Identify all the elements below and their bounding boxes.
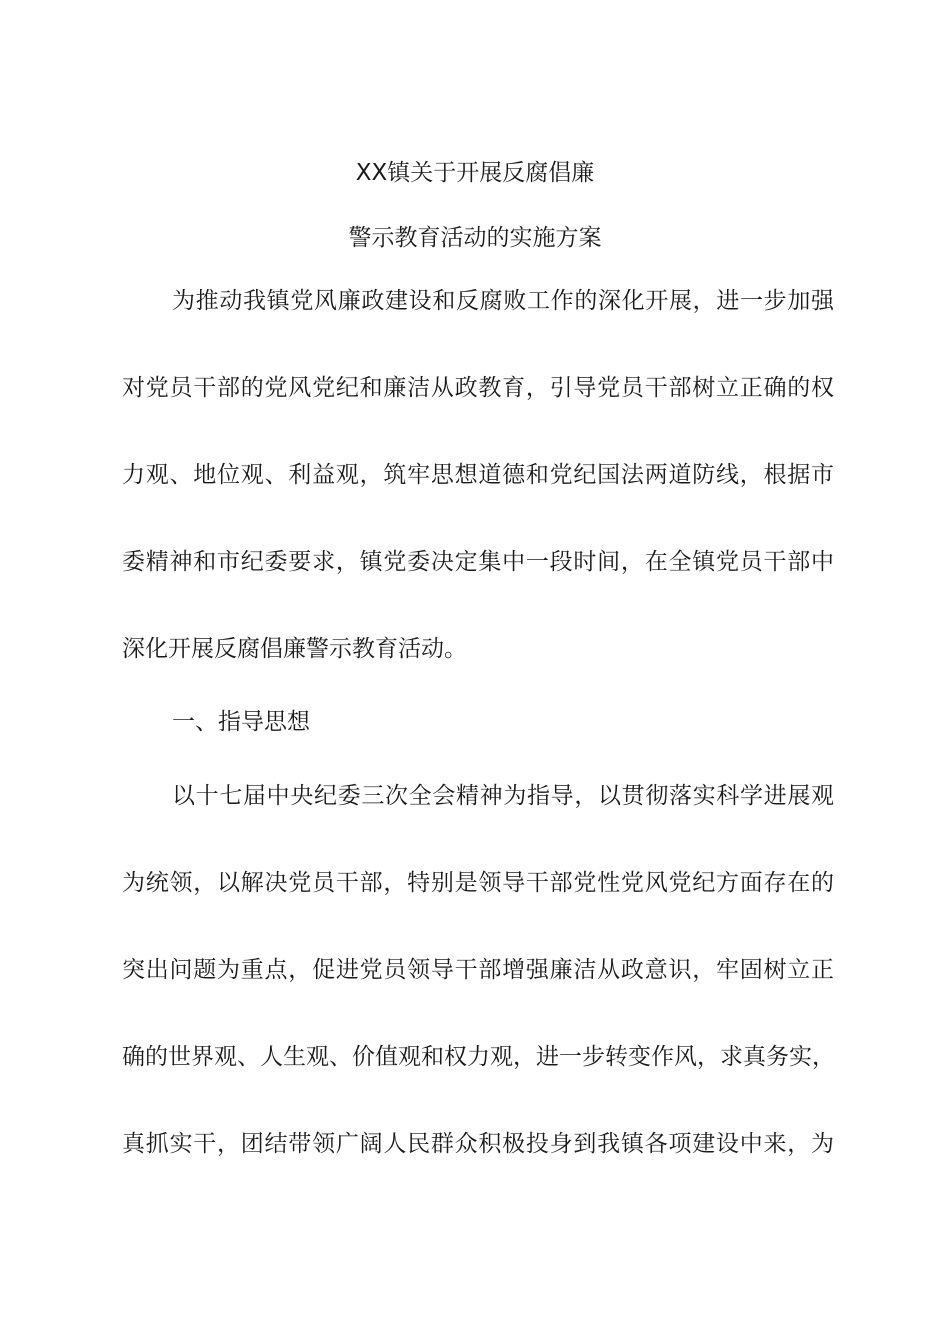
section1-paragraph-line-1: 以十七届中央纪委三次全会精神为指导，以贯彻落实科学进展观 [172,783,834,809]
intro-paragraph-line-4: 委精神和市纪委要求，镇党委决定集中一段时间，在全镇党员干部中 [122,549,834,575]
section1-paragraph-line-3: 突出问题为重点，促进党员领导干部增强廉洁从政意识，牢固树立正 [122,957,834,983]
document-title-line-1: XX镇关于开展反腐倡廉 [355,160,595,186]
intro-paragraph-line-1: 为推动我镇党风廉政建设和反腐败工作的深化开展，进一步加强 [172,288,834,314]
intro-paragraph-line-3: 力观、地位观、利益观，筑牢思想道德和党纪国法两道防线，根据市 [122,462,834,488]
section1-paragraph-line-4: 确的世界观、人生观、价值观和权力观，进一步转变作风，求真务实， [122,1044,835,1070]
section-heading-guiding-ideology: 一、指导思想 [172,709,310,735]
section1-paragraph-line-2: 为统领，以解决党员干部，特别是领导干部党性党风党纪方面存在的 [122,870,834,896]
intro-paragraph-line-5: 深化开展反腐倡廉警示教育活动。 [122,636,467,662]
intro-paragraph-line-2: 对党员干部的党风党纪和廉洁从政教育，引导党员干部树立正确的权 [122,375,834,401]
document-title-line-2: 警示教育活动的实施方案 [348,225,602,251]
section1-paragraph-line-5: 真抓实干，团结带领广阔人民群众积极投身到我镇各项建设中来，为 [122,1131,834,1157]
